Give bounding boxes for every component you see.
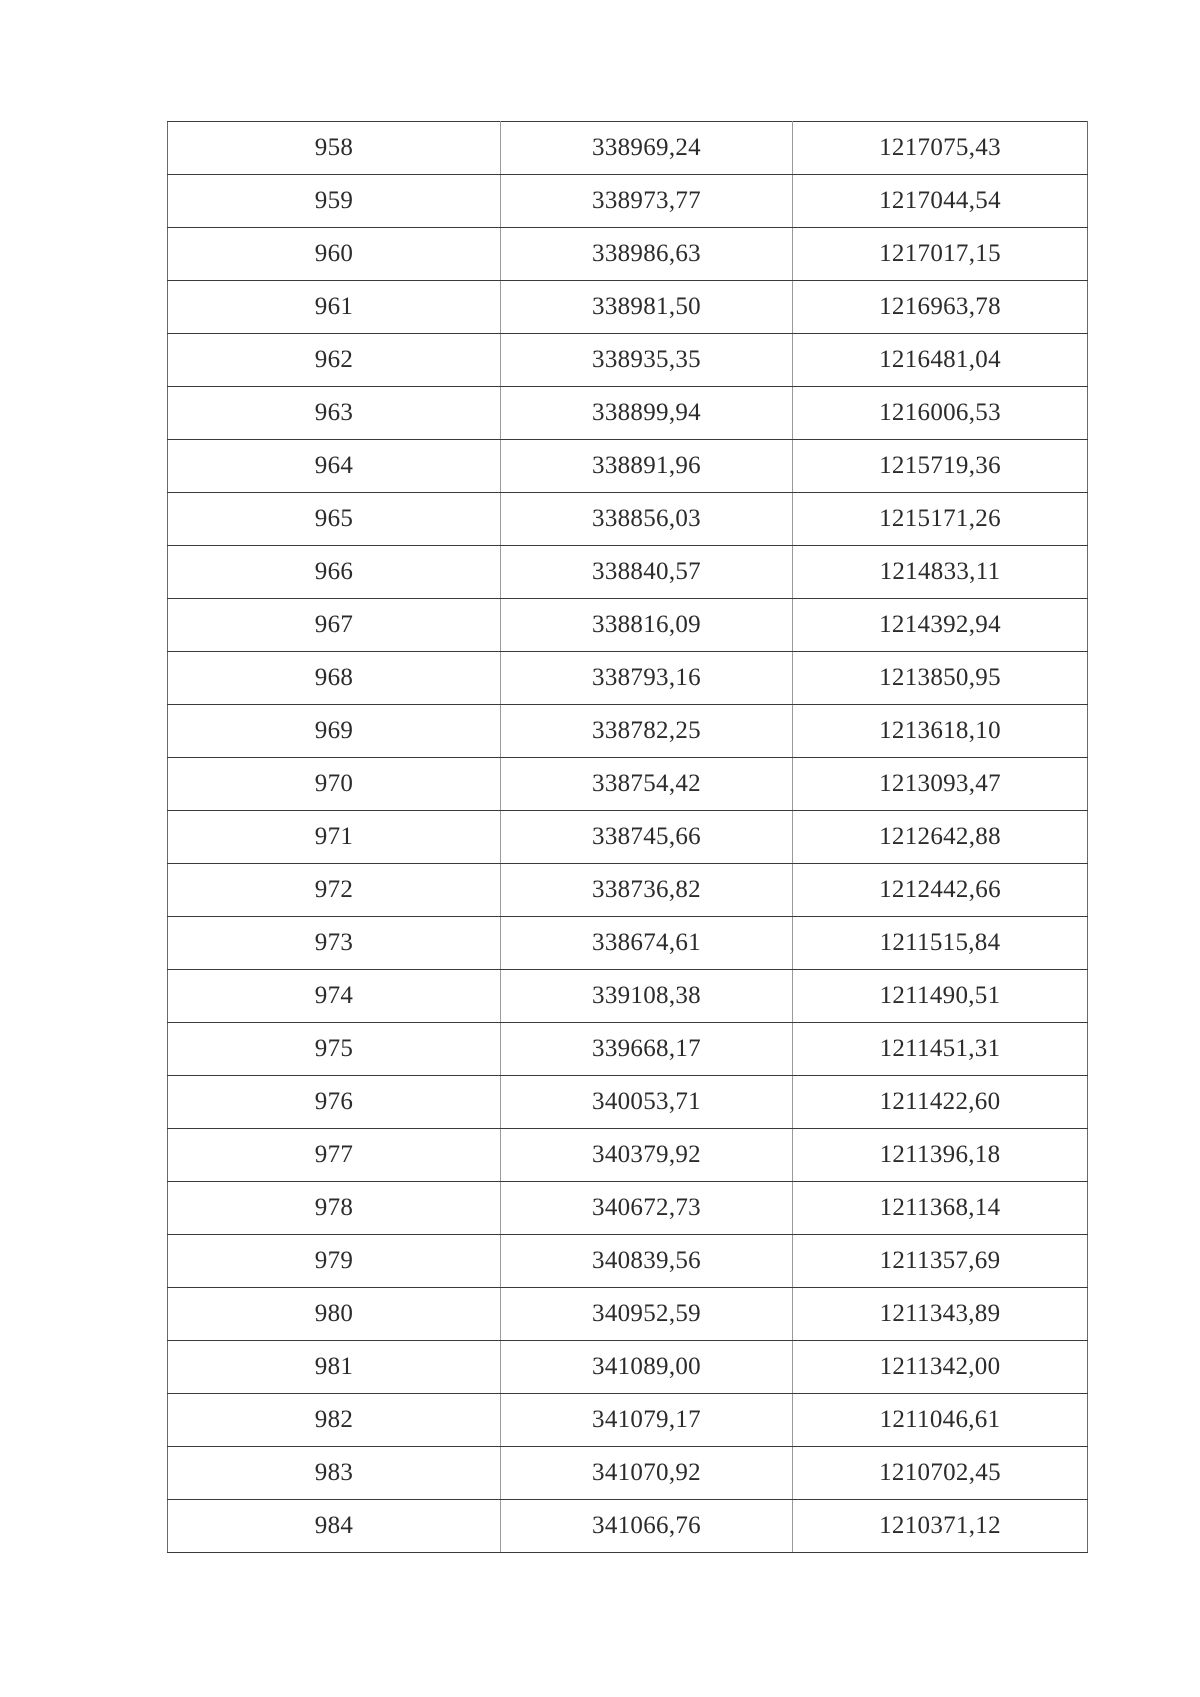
point-number-cell: 968 [168,652,501,705]
x-coordinate-cell: 338840,57 [501,546,793,599]
point-number-cell: 972 [168,864,501,917]
x-coordinate-cell: 338973,77 [501,175,793,228]
point-number-cell: 979 [168,1235,501,1288]
table-row [168,387,1088,440]
y-coordinate-cell: 1216963,78 [793,281,1088,334]
table-row [168,1023,1088,1076]
y-coordinate-cell: 1210371,12 [793,1500,1088,1553]
x-coordinate-cell: 338674,61 [501,917,793,970]
y-coordinate-cell: 1213850,95 [793,652,1088,705]
y-coordinate-cell: 1214833,11 [793,546,1088,599]
table-row [168,546,1088,599]
table-row [168,1288,1088,1341]
y-coordinate-cell: 1215171,26 [793,493,1088,546]
coordinates-table-body [168,122,1088,1553]
y-coordinate-cell: 1216481,04 [793,334,1088,387]
x-coordinate-cell: 338969,24 [501,122,793,175]
x-coordinate-cell: 340672,73 [501,1182,793,1235]
x-coordinate-cell: 338986,63 [501,228,793,281]
y-coordinate-cell: 1211422,60 [793,1076,1088,1129]
table-row [168,970,1088,1023]
point-number-cell: 974 [168,970,501,1023]
x-coordinate-cell: 339108,38 [501,970,793,1023]
table-row [168,334,1088,387]
table-row [168,493,1088,546]
table-row [168,1235,1088,1288]
point-number-cell: 961 [168,281,501,334]
point-number-cell: 959 [168,175,501,228]
point-number-cell: 963 [168,387,501,440]
point-number-cell: 975 [168,1023,501,1076]
x-coordinate-cell: 341066,76 [501,1500,793,1553]
y-coordinate-cell: 1213093,47 [793,758,1088,811]
y-coordinate-cell: 1214392,94 [793,599,1088,652]
x-coordinate-cell: 341079,17 [501,1394,793,1447]
point-number-cell: 967 [168,599,501,652]
y-coordinate-cell: 1211490,51 [793,970,1088,1023]
point-number-cell: 977 [168,1129,501,1182]
point-number-cell: 978 [168,1182,501,1235]
point-number-cell: 962 [168,334,501,387]
x-coordinate-cell: 338736,82 [501,864,793,917]
x-coordinate-cell: 338782,25 [501,705,793,758]
table-row [168,1076,1088,1129]
point-number-cell: 965 [168,493,501,546]
point-number-cell: 969 [168,705,501,758]
point-number-cell: 976 [168,1076,501,1129]
x-coordinate-cell: 338935,35 [501,334,793,387]
y-coordinate-cell: 1212642,88 [793,811,1088,864]
table-row [168,705,1088,758]
point-number-cell: 984 [168,1500,501,1553]
x-coordinate-cell: 339668,17 [501,1023,793,1076]
x-coordinate-cell: 340053,71 [501,1076,793,1129]
y-coordinate-cell: 1211343,89 [793,1288,1088,1341]
y-coordinate-cell: 1215719,36 [793,440,1088,493]
table-row [168,228,1088,281]
point-number-cell: 971 [168,811,501,864]
table-row [168,440,1088,493]
point-number-cell: 983 [168,1447,501,1500]
x-coordinate-cell: 340379,92 [501,1129,793,1182]
table-row [168,917,1088,970]
table-row [168,811,1088,864]
x-coordinate-cell: 341070,92 [501,1447,793,1500]
y-coordinate-cell: 1212442,66 [793,864,1088,917]
y-coordinate-cell: 1210702,45 [793,1447,1088,1500]
y-coordinate-cell: 1211451,31 [793,1023,1088,1076]
table-row [168,652,1088,705]
y-coordinate-cell: 1217044,54 [793,175,1088,228]
point-number-cell: 980 [168,1288,501,1341]
x-coordinate-cell: 338981,50 [501,281,793,334]
point-number-cell: 966 [168,546,501,599]
point-number-cell: 981 [168,1341,501,1394]
table-row [168,1182,1088,1235]
x-coordinate-cell: 338793,16 [501,652,793,705]
table-row [168,1341,1088,1394]
x-coordinate-cell: 341089,00 [501,1341,793,1394]
x-coordinate-cell: 338754,42 [501,758,793,811]
x-coordinate-cell: 338816,09 [501,599,793,652]
table-row [168,1447,1088,1500]
point-number-cell: 960 [168,228,501,281]
point-number-cell: 970 [168,758,501,811]
y-coordinate-cell: 1217017,15 [793,228,1088,281]
point-number-cell: 964 [168,440,501,493]
y-coordinate-cell: 1211515,84 [793,917,1088,970]
x-coordinate-cell: 338745,66 [501,811,793,864]
table-row [168,599,1088,652]
y-coordinate-cell: 1216006,53 [793,387,1088,440]
table-row [168,281,1088,334]
x-coordinate-cell: 340952,59 [501,1288,793,1341]
table-row [168,864,1088,917]
y-coordinate-cell: 1211046,61 [793,1394,1088,1447]
point-number-cell: 973 [168,917,501,970]
table-row [168,1394,1088,1447]
table-row [168,758,1088,811]
x-coordinate-cell: 338899,94 [501,387,793,440]
table-row [168,1129,1088,1182]
y-coordinate-cell: 1217075,43 [793,122,1088,175]
y-coordinate-cell: 1213618,10 [793,705,1088,758]
x-coordinate-cell: 338891,96 [501,440,793,493]
x-coordinate-cell: 338856,03 [501,493,793,546]
coordinates-table [167,121,1088,1553]
x-coordinate-cell: 340839,56 [501,1235,793,1288]
y-coordinate-cell: 1211342,00 [793,1341,1088,1394]
point-number-cell: 958 [168,122,501,175]
point-number-cell: 982 [168,1394,501,1447]
table-row [168,122,1088,175]
y-coordinate-cell: 1211396,18 [793,1129,1088,1182]
table-row [168,1500,1088,1553]
table-row [168,175,1088,228]
y-coordinate-cell: 1211357,69 [793,1235,1088,1288]
y-coordinate-cell: 1211368,14 [793,1182,1088,1235]
